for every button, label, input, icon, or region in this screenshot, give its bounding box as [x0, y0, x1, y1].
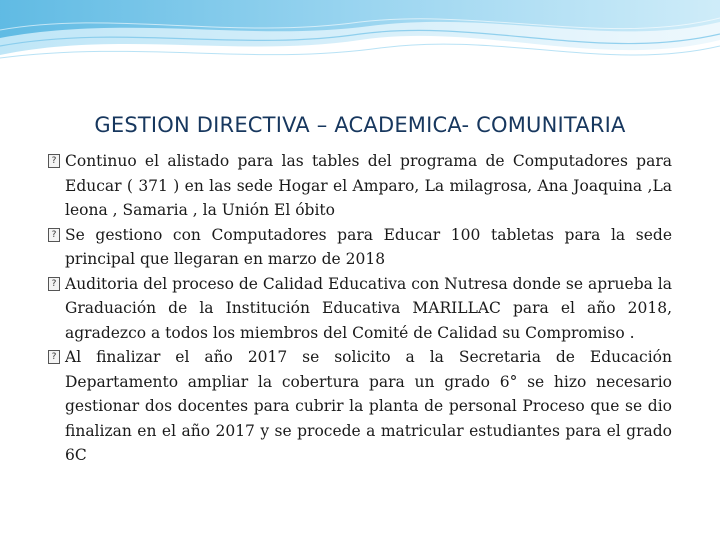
bullet-item — [48, 223, 672, 272]
bullet-item — [48, 149, 672, 223]
bullet-text: Al finalizar el año 2017 se solicito a la Secretaria de Educación Departamento ampliar la cobertura para un grado 6° se hizo necesario gestionar dos docentes para cubrir la planta de personal Proceso que se dio finalizan en el año 2017 y se procede a matricular estudiantes para el grado 6C — [65, 348, 672, 464]
bullet-item — [48, 272, 672, 346]
bullet-list — [48, 149, 672, 468]
bullet-text: Continuo el alistado para las tables del programa de Computadores para Educar ( 371 ) en las sede Hogar el Amparo, La milagrosa, Ana Joaquina ,La leona , Samaria , la Unión El óbito — [65, 152, 672, 219]
slide-title: GESTION DIRECTIVA – ACADEMICA- COMUNITARIA — [94, 113, 626, 137]
missing-glyph-bullet-icon: ? — [48, 277, 60, 291]
bullet-item — [48, 345, 672, 468]
header-wave-decoration — [0, 0, 720, 90]
bullet-text: Se gestiono con Computadores para Educar 100 tabletas para la sede principal que llegaran en marzo de 2018 — [65, 225, 672, 268]
missing-glyph-bullet-icon: ? — [48, 228, 60, 242]
bullet-text: Auditoria del proceso de Calidad Educativa con Nutresa donde se aprueba la Graduación de la Institución Educativa MARILLAC para el año 2018, agradezco a todos los miembros del Comité de Calidad su Compromiso . — [65, 274, 672, 342]
missing-glyph-bullet-icon: ? — [48, 154, 60, 168]
missing-glyph-bullet-icon: ? — [48, 350, 60, 364]
